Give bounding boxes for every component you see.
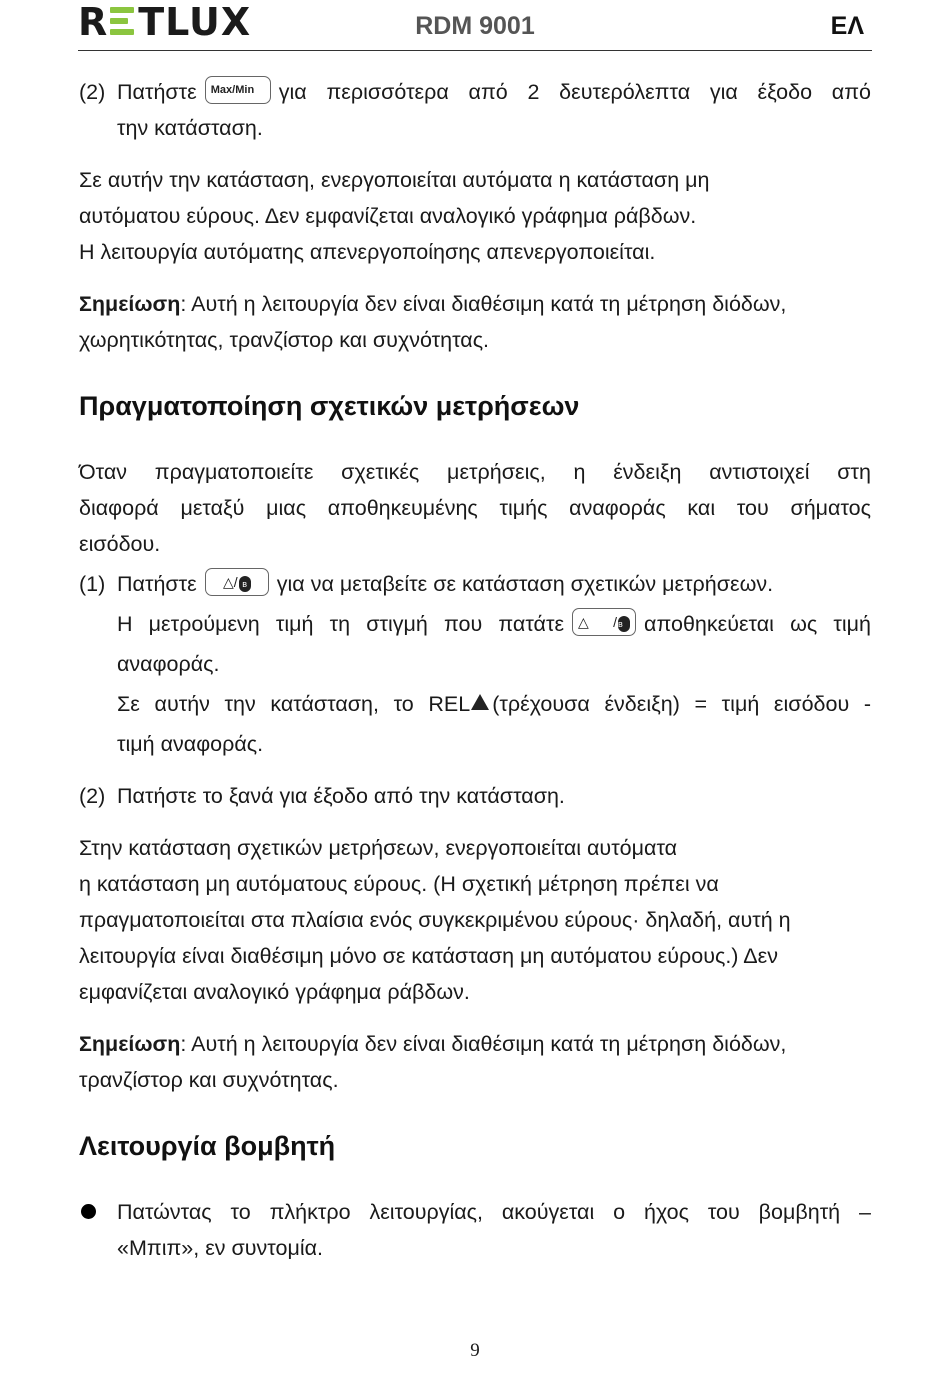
step-text-line: Πατήστε △/ ʙ για να μεταβείτε σε κατάσταση σχετικών μετρήσεων. [117, 566, 871, 602]
paragraph-line: αυτόματου εύρους. Δεν εμφανίζεται αναλογικό γράφημα ράβδων. [79, 204, 697, 228]
section-heading-buzzer: Λειτουργία βομβητή [79, 1131, 336, 1161]
bluetooth-icon: ʙ [618, 616, 630, 632]
maxmin-key-icon: Max/Min [205, 76, 271, 104]
paragraph-line: πραγματοποιείται στα πλαίσια ενός συγκεκριμένου εύρους· δηλαδή, αυτή η [79, 908, 791, 932]
paragraph-line: Όταν πραγματοποιείτε σχετικές μετρήσεις, η ένδειξη αντιστοιχεί στη [79, 460, 871, 484]
paragraph-line: Στην κατάσταση σχετικών μετρήσεων, ενεργοποιείται αυτόματα [79, 836, 678, 860]
bullet-icon [81, 1204, 96, 1219]
paragraph-line: εισόδου. [79, 532, 161, 556]
note-line: Σημείωση: Αυτή η λειτουργία δεν είναι διαθέσιμη κατά τη μέτρηση διόδων, [79, 292, 787, 316]
step-text-line: αναφοράς. [117, 652, 220, 676]
step-text-line: Η μετρούμενη τιμή τη στιγμή που πατάτε △/ʙ αποθηκεύεται ως τιμή [117, 606, 871, 642]
paragraph-line: εμφανίζεται αναλογικό γράφημα ράβδων. [79, 980, 470, 1004]
step-text-line: Πατήστε Max/Min για περισσότερα από 2 δευτερόλεπτα για έξοδο από [117, 74, 871, 110]
bullet-text-line: «Μπιπ», εν συντομία. [117, 1236, 324, 1260]
bluetooth-icon: ʙ [239, 576, 251, 592]
rel-bluetooth-key-icon: △/ʙ [572, 608, 636, 636]
note-label: Σημείωση [79, 292, 181, 316]
step-number: (1) [79, 572, 106, 596]
step-2-maxmin [79, 74, 871, 146]
step-1-relative [79, 566, 871, 762]
section-heading-relative: Πραγματοποίηση σχετικών μετρήσεων [79, 391, 580, 421]
model-name: RDM 9001 [415, 12, 535, 40]
rel-bluetooth-key-icon: △/ ʙ [205, 568, 269, 596]
page-header [78, 0, 872, 51]
note-label: Σημείωση [79, 1032, 181, 1056]
page-number: 9 [470, 1340, 480, 1361]
paragraph-line: λειτουργία είναι διαθέσιμη μόνο σε κατάσταση μη αυτόματου εύρους.) Δεν [79, 944, 778, 968]
step-2-relative [79, 778, 871, 814]
paragraph-line: η κατάσταση μη αυτόματους εύρους. (Η σχετική μέτρηση πρέπει να [79, 872, 719, 896]
delta-icon [471, 694, 489, 710]
step-number: (2) [79, 80, 106, 104]
page-content [79, 74, 871, 1266]
note-line: χωρητικότητας, τρανζίστορ και συχνότητας. [79, 328, 490, 352]
language-code: ΕΛ [830, 12, 864, 40]
step-text-line: Σε αυτήν την κατάσταση, το REL (τρέχουσα ένδειξη) = τιμή εισόδου - [117, 692, 871, 716]
bullet-text-line: Πατώντας το πλήκτρο λειτουργίας, ακούγεται ο ήχος του βομβητή – [117, 1200, 871, 1224]
step-number: (2) [79, 784, 106, 808]
note-line: τρανζίστορ και συχνότητας. [79, 1068, 339, 1092]
step-text-line: τιμή αναφοράς. [117, 732, 264, 756]
paragraph-line: Σε αυτήν την κατάσταση, ενεργοποιείται αυτόματα η κατάσταση μη [79, 168, 710, 192]
step-text-line: Πατήστε το ξανά για έξοδο από την κατάσταση. [117, 784, 565, 808]
note-line: Σημείωση: Αυτή η λειτουργία δεν είναι διαθέσιμη κατά τη μέτρηση διόδων, [79, 1032, 787, 1056]
paragraph-line: Η λειτουργία αυτόματης απενεργοποίησης απενεργοποιείται. [79, 240, 656, 264]
retlux-logo: R TLUX [78, 0, 252, 44]
bullet-item [79, 1194, 871, 1266]
paragraph-line: διαφορά μεταξύ μιας αποθηκευμένης τιμής αναφοράς και του σήματος [79, 496, 871, 520]
step-text-line: την κατάσταση. [117, 116, 263, 140]
